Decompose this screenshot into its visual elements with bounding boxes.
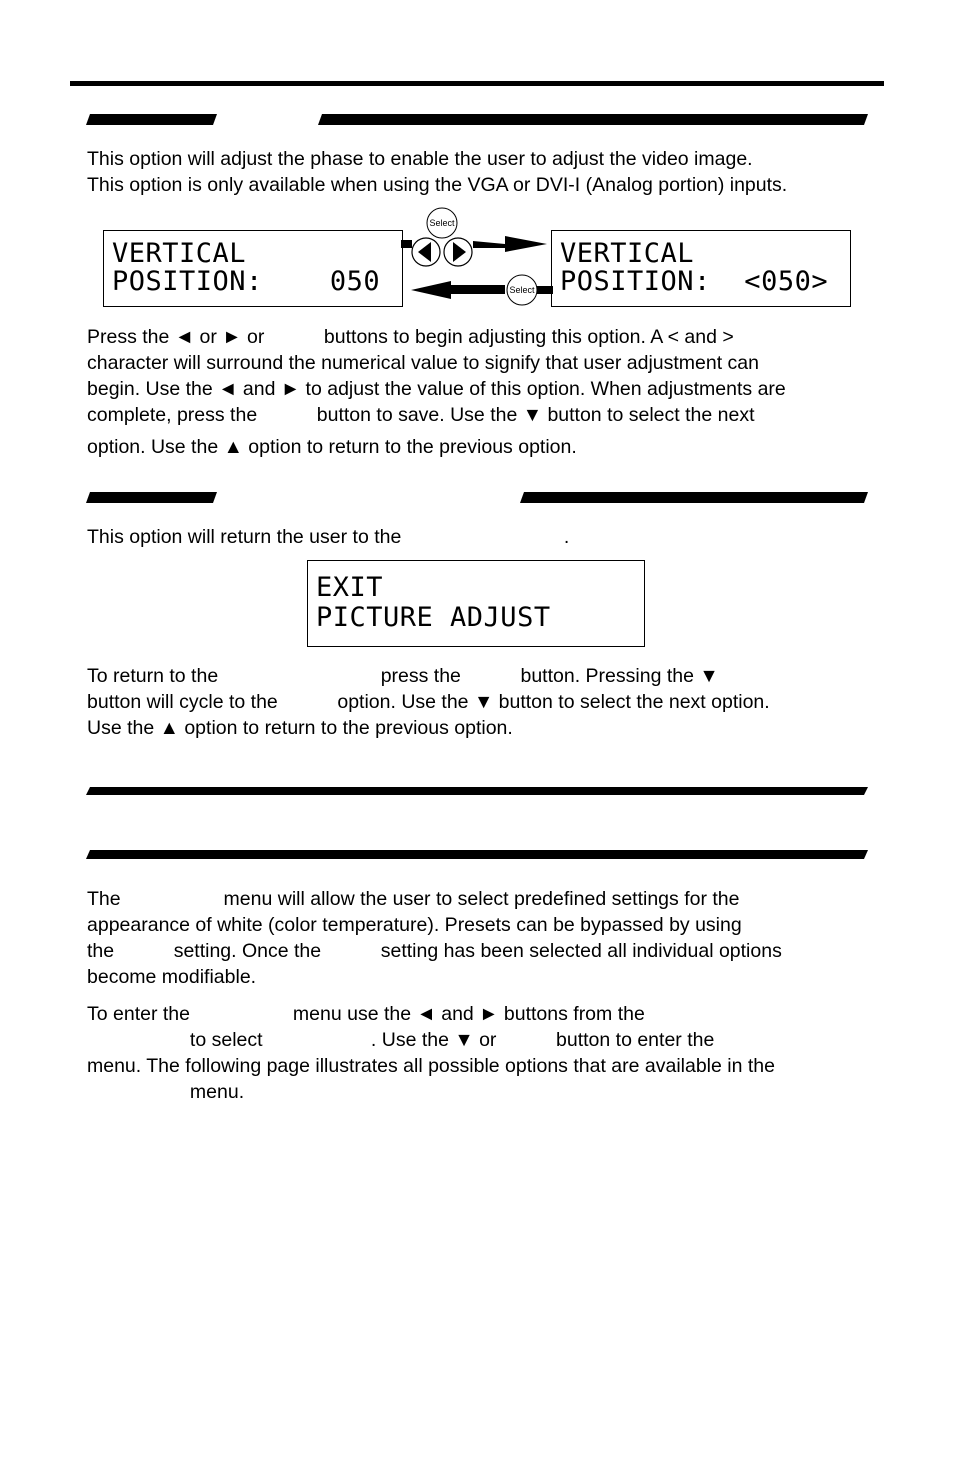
text-line: appearance of white (color temperature). Presets can be bypassed by using (87, 914, 742, 936)
select-button-label: Select (509, 285, 535, 295)
lcd-line: POSITION: 050 (112, 266, 381, 297)
section2-body (87, 663, 770, 741)
text-line: To return to the press the button. Pressing the ▼ (87, 665, 719, 687)
text-line: This option is only available when using the VGA or DVI-I (Analog portion) inputs. (87, 174, 788, 196)
text-line: character will surround the numerical value to signify that user adjustment can (87, 352, 759, 374)
section-divider-bar (86, 787, 868, 797)
lcd-display-exit (307, 560, 645, 647)
text-line: menu. The following page illustrates all possible options that are available in the (87, 1055, 775, 1077)
text-line: button will cycle to the option. Use the ▼ button to select the next option. (87, 691, 770, 713)
text-line: become modifiable. (87, 966, 257, 988)
select-button-label: Select (429, 218, 455, 228)
text-line: To enter the menu use the ◄ and ► buttons from the (87, 1003, 645, 1025)
text-line: complete, press the button to save. Use the ▼ button to select the next (87, 404, 755, 426)
section1-body (87, 324, 786, 460)
forward-arrow-icon (473, 236, 547, 252)
section2-intro: This option will return the user to the . (87, 526, 570, 548)
section-heading-bar (86, 114, 868, 126)
text-line: menu. (87, 1081, 245, 1103)
text-line: the setting. Once the setting has been selected all individual options (87, 940, 782, 962)
lcd-line: VERTICAL (112, 238, 247, 269)
lcd-line: EXIT (316, 572, 384, 603)
back-arrow-icon (411, 281, 505, 299)
lcd-display-after (551, 230, 851, 307)
text-line: Press the ◄ or ► or buttons to begin adjusting this option. A < and > (87, 326, 734, 348)
section3-para2 (87, 1001, 775, 1105)
text-line: begin. Use the ◄ and ► to adjust the value of this option. When adjustments are (87, 378, 786, 400)
lcd-line: PICTURE ADJUST (316, 602, 551, 633)
text-line: to select . Use the ▼ or button to enter the (87, 1029, 715, 1051)
text-line: This option will adjust the phase to enable the user to adjust the video image. (87, 148, 753, 170)
section3-para1 (87, 886, 782, 990)
lcd-line: POSITION: <050> (560, 266, 829, 297)
text-line: option. Use the ▲ option to return to the previous option. (87, 436, 577, 458)
section1-intro (87, 146, 787, 198)
section-heading-bar (86, 492, 868, 504)
text-line: The menu will allow the user to select predefined settings for the (87, 888, 740, 910)
text-line: Use the ▲ option to return to the previous option. (87, 717, 513, 739)
lcd-line: VERTICAL (560, 238, 695, 269)
lcd-display-before (103, 230, 403, 307)
section-divider-bar (86, 850, 868, 861)
top-rule (70, 81, 884, 86)
